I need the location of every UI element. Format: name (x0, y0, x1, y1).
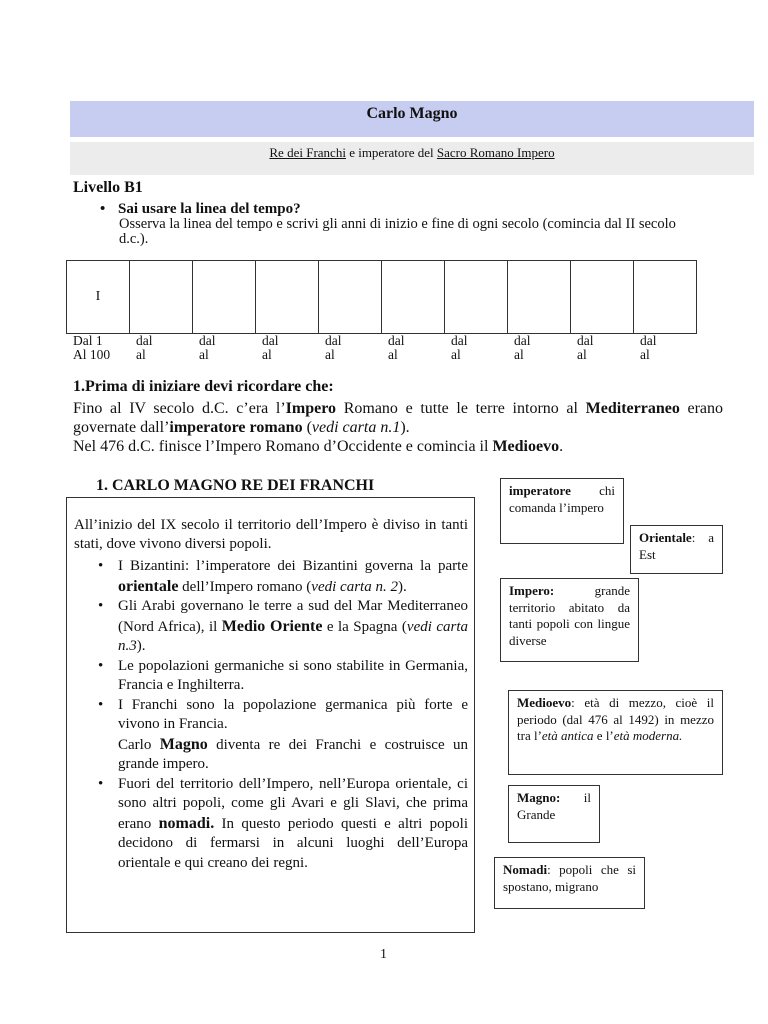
timeline-label-to: al (199, 347, 209, 362)
timeline-label-2 (136, 334, 153, 362)
list-item (74, 557, 468, 597)
timeline-cell-4[interactable] (256, 261, 319, 334)
glossary-magno (508, 785, 600, 843)
term-mediterraneo: Mediterraneo (585, 400, 680, 417)
glossary-term: Impero: (509, 583, 555, 598)
glossary-term: Nomadi (503, 862, 548, 877)
timeline-cell-3[interactable] (193, 261, 256, 334)
timeline-label-7 (451, 334, 468, 362)
section-1-heading: 1.Prima di iniziare devi ricordare che: (73, 378, 334, 395)
term-medio-oriente: Medio Oriente (221, 617, 323, 635)
glossary-orientale (630, 525, 723, 574)
timeline-label-from: dal (136, 333, 153, 348)
term-impero: Impero (285, 400, 337, 417)
section-1-paragraph (73, 399, 723, 456)
text: erano governate dall’ (73, 400, 724, 436)
map-reference: vedi carta n.1 (311, 419, 401, 436)
timeline-label-6 (388, 334, 405, 362)
document-subtitle (70, 142, 754, 175)
text: Fino al IV secolo d.C. c’era l’ (73, 400, 286, 417)
subtitle-middle: e imperatore del (345, 145, 437, 160)
timeline-cell-8[interactable] (508, 261, 571, 334)
timeline-table (66, 260, 697, 334)
glossary-definition: : a Est (639, 530, 714, 562)
text: ). (400, 419, 410, 436)
timeline-label-from: dal (451, 333, 468, 348)
timeline-label-1 (73, 334, 110, 362)
term-magno: Magno (159, 735, 208, 753)
text: . (559, 438, 564, 455)
bullet-dot: • (98, 598, 104, 614)
timeline-cell-7[interactable] (445, 261, 508, 334)
exercise-question-text: Sai usare la linea del tempo? (118, 201, 301, 217)
map-reference: vedi carta n.3 (118, 618, 469, 654)
bullet-dot: • (100, 201, 106, 217)
glossary-definition-italic: età antica (541, 728, 594, 743)
text: ). (397, 578, 407, 595)
glossary-definition: chi comanda l’impero (509, 483, 615, 515)
timeline-label-5 (325, 334, 342, 362)
text: dell’Impero romano ( (178, 578, 312, 595)
glossary-definition: grande territorio abitato da tanti popoli con lingue diverse (509, 583, 630, 648)
timeline-cell-1: I (67, 261, 130, 334)
timeline-cell-2[interactable] (130, 261, 193, 334)
list-item (74, 696, 468, 775)
text: Fuori del territorio dell’Impero, nell’Europa orientale, ci sono altri popoli, come gli Avari e gli Slavi, che prima erano (118, 775, 468, 832)
text: Nel 476 d.C. finisce l’Impero Romano d’Occidente e comincia il (73, 438, 493, 455)
glossary-definition: : età di mezzo, cioè il periodo (dal 476 al 1492) in mezzo tra l’ (517, 695, 714, 743)
timeline-label-from: dal (577, 333, 594, 348)
timeline-label-from: dal (640, 333, 657, 348)
timeline-label-from: dal (514, 333, 531, 348)
timeline-cell-9[interactable] (571, 261, 634, 334)
text: I Bizantini: l’imperatore dei Bizantini governa la parte (118, 558, 468, 574)
term-nomadi: nomadi. (158, 814, 215, 832)
timeline-label-to: al (136, 347, 146, 362)
glossary-medioevo (508, 690, 723, 775)
text: In questo periodo questi e altri popoli decidono di fermarsi in alcuni luoghi dell’Europa orientale e qui creano dei regni. (118, 815, 468, 871)
bullet-dot: • (98, 696, 104, 713)
timeline-label-10 (640, 334, 657, 362)
term-orientale: orientale (118, 577, 179, 595)
timeline-cell-5[interactable] (319, 261, 382, 334)
timeline-label-to: al (514, 347, 524, 362)
list-item (74, 657, 468, 696)
glossary-nomadi (494, 857, 645, 909)
glossary-term: imperatore (509, 483, 571, 498)
text: I Franchi sono la popolazione germanica più forte e vivono in Francia. (118, 696, 468, 732)
exercise-instruction: Osserva la linea del tempo e scrivi gli anni di inizio e fine di ogni secolo (comincia dal II secolo d.c.). (119, 216, 676, 247)
glossary-definition: : popoli che si spostano, migrano (503, 862, 636, 894)
timeline-label-to: al (577, 347, 587, 362)
term-imperatore-romano: imperatore romano (169, 419, 303, 436)
bullet-dot: • (98, 775, 104, 792)
timeline-label-from: dal (325, 333, 342, 348)
timeline-label-to: al (451, 347, 461, 362)
text: Le popolazioni germaniche si sono stabilite in Germania, Francia e Inghilterra. (118, 657, 468, 693)
timeline-label-to: al (262, 347, 272, 362)
timeline-label-to: al (325, 347, 335, 362)
glossary-impero (500, 578, 639, 662)
text: ( (302, 419, 312, 436)
timeline-label-from: dal (262, 333, 279, 348)
text: Romano e tutte le terre intorno al (336, 400, 586, 417)
list-item (74, 775, 468, 874)
section-2-intro: All’inizio del IX secolo il territorio dell’Impero è diviso in tanti stati, dove vivono diversi popoli. (74, 517, 468, 552)
map-reference: vedi carta n. 2 (311, 578, 398, 595)
timeline-label-8 (514, 334, 531, 362)
glossary-term: Medioevo (517, 695, 572, 710)
glossary-definition: il Grande (517, 790, 591, 822)
timeline-label-from: dal (388, 333, 405, 348)
timeline-label-to: al (388, 347, 398, 362)
glossary-definition-italic: età moderna. (613, 728, 683, 743)
timeline-label-4 (262, 334, 279, 362)
timeline-label-to: Al 100 (73, 347, 111, 362)
timeline-label-3 (199, 334, 216, 362)
list-item (74, 597, 468, 657)
glossary-term: Orientale (639, 530, 692, 545)
timeline-label-from: dal (199, 333, 216, 348)
text: Gli Arabi governano le terre a sud del Mar Mediterraneo (Nord Africa), il (118, 598, 468, 635)
text: e la Spagna ( (322, 618, 407, 635)
section-2-heading: 1. CARLO MAGNO RE DEI FRANCHI (96, 477, 375, 494)
timeline-cell-10[interactable] (634, 261, 697, 334)
subtitle-franchi: Re dei Franchi (269, 145, 346, 160)
timeline-label-from: Dal 1 (73, 333, 103, 348)
document-title: Carlo Magno (70, 101, 754, 137)
term-medioevo: Medioevo (492, 438, 560, 455)
text: ). (136, 638, 146, 654)
glossary-definition: e l’ (593, 728, 614, 743)
main-text-box (66, 497, 475, 933)
glossary-term: Magno: (517, 790, 561, 805)
section-2-list (74, 557, 468, 873)
bullet-dot: • (98, 558, 104, 574)
timeline-cell-6[interactable] (382, 261, 445, 334)
text: diventa re dei Franchi e costruisce un grande impero. (118, 736, 468, 772)
level-heading: Livello B1 (73, 179, 143, 196)
timeline-label-9 (577, 334, 594, 362)
text: Carlo (118, 736, 160, 753)
subtitle-sacro-romano-impero: Sacro Romano Impero (436, 145, 555, 160)
timeline-label-to: al (640, 347, 650, 362)
bullet-dot: • (98, 657, 104, 674)
page-number: 1 (380, 947, 387, 962)
glossary-imperatore (500, 478, 624, 544)
